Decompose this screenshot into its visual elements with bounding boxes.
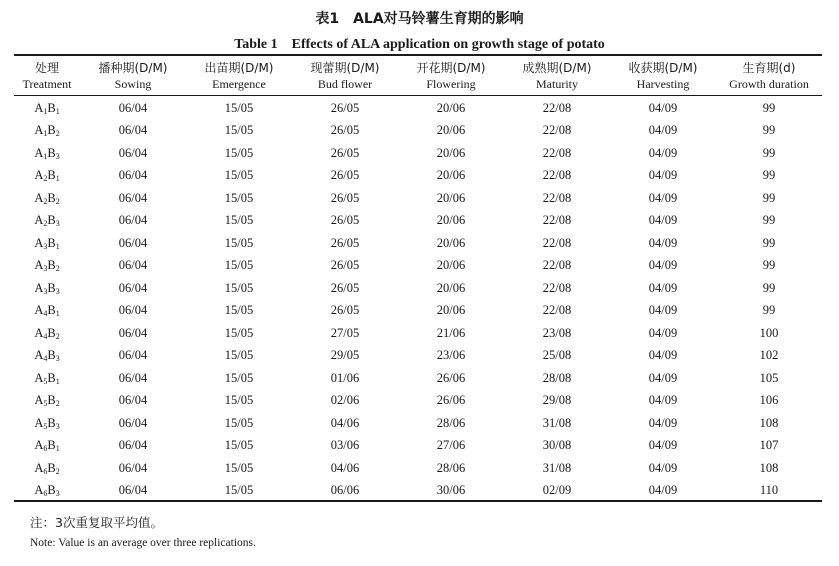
flowering-cell: 20/06	[436, 213, 466, 228]
maturity-cell: 22/08	[542, 235, 572, 250]
treatment-cell: $A_6B_3$	[34, 483, 60, 499]
harvesting-cell: 04/09	[648, 258, 678, 273]
sowing-cell: 06/04	[118, 280, 148, 295]
emergence-cell: 15/05	[224, 123, 254, 138]
flowering-cell: 20/06	[436, 235, 466, 250]
flowering-cell: 30/06	[436, 483, 466, 498]
sowing-cell: 06/04	[118, 168, 148, 183]
bud-cell: 26/05	[330, 123, 360, 138]
treatment-cell: $A_4B_3$	[34, 348, 60, 364]
table-row	[14, 165, 822, 188]
column-header-en: Growth duration	[729, 77, 809, 91]
harvesting-cell: 04/09	[648, 303, 678, 318]
duration-cell: 102	[759, 348, 779, 363]
bud-cell: 04/06	[330, 415, 360, 430]
treatment-b-level: 2	[55, 129, 60, 139]
duration-cell: 99	[762, 145, 776, 160]
flowering-cell: 26/06	[436, 393, 466, 408]
sowing-cell: 06/04	[118, 100, 148, 115]
treatment-b-level: 1	[55, 309, 60, 319]
column-header	[398, 57, 504, 95]
flowering-cell: 20/06	[436, 280, 466, 295]
treatment-a-level: 5	[43, 421, 48, 431]
harvesting-cell: 04/09	[648, 100, 678, 115]
duration-cell: 99	[762, 258, 776, 273]
treatment-cell: $A_1B_2$	[34, 123, 60, 139]
treatment-a-level: 6	[43, 489, 48, 499]
table-row	[14, 322, 822, 345]
table-title-en: Table 1 Effects of ALA application on growth stage of potato	[234, 37, 605, 52]
sowing-cell: 06/04	[118, 303, 148, 318]
harvesting-cell: 04/09	[648, 415, 678, 430]
maturity-cell: 22/08	[542, 213, 572, 228]
emergence-cell: 15/05	[224, 280, 254, 295]
treatment-cell: $A_2B_1$	[34, 168, 60, 184]
footnote-cn: 注：3次重复取平均值。	[30, 515, 163, 530]
treatment-cell: $A_3B_3$	[34, 280, 60, 296]
flowering-cell: 28/06	[436, 460, 466, 475]
treatment-cell: $A_1B_3$	[34, 145, 60, 161]
table-body	[14, 95, 822, 502]
column-header-cn: 现蕾期(D/M)	[310, 61, 380, 75]
harvesting-cell: 04/09	[648, 370, 678, 385]
emergence-cell: 15/05	[224, 168, 254, 183]
column-header-en: Maturity	[536, 77, 578, 91]
bud-cell: 01/06	[330, 370, 360, 385]
column-header	[610, 57, 716, 95]
maturity-cell: 22/08	[542, 303, 572, 318]
duration-cell: 110	[759, 483, 779, 498]
table-row	[14, 210, 822, 233]
table-row	[14, 120, 822, 143]
duration-cell: 99	[762, 100, 776, 115]
harvesting-cell: 04/09	[648, 190, 678, 205]
duration-cell: 105	[759, 370, 779, 385]
bud-cell: 26/05	[330, 190, 360, 205]
column-header-cn: 开花期(D/M)	[416, 61, 486, 75]
column-header	[14, 57, 80, 95]
column-header-cn: 成熟期(D/M)	[522, 61, 592, 75]
flowering-cell: 20/06	[436, 303, 466, 318]
maturity-cell: 22/08	[542, 168, 572, 183]
flowering-cell: 21/06	[436, 325, 466, 340]
column-header-en: Sowing	[114, 77, 152, 91]
column-header-en: Treatment	[22, 77, 72, 91]
harvesting-cell: 04/09	[648, 393, 678, 408]
emergence-cell: 15/05	[224, 483, 254, 498]
treatment-a-level: 6	[43, 466, 48, 476]
duration-cell: 99	[762, 280, 776, 295]
flowering-cell: 20/06	[436, 100, 466, 115]
sowing-cell: 06/04	[118, 460, 148, 475]
column-header	[186, 57, 292, 95]
maturity-cell: 30/08	[542, 438, 572, 453]
bud-cell: 26/05	[330, 168, 360, 183]
emergence-cell: 15/05	[224, 235, 254, 250]
emergence-cell: 15/05	[224, 303, 254, 318]
maturity-cell: 23/08	[542, 325, 572, 340]
treatment-b-level: 2	[55, 331, 60, 341]
column-header-en: Harvesting	[636, 77, 690, 91]
treatment-a-level: 2	[43, 219, 48, 229]
emergence-cell: 15/05	[224, 438, 254, 453]
treatment-cell: $A_5B_3$	[34, 415, 60, 431]
flowering-cell: 26/06	[436, 370, 466, 385]
treatment-cell: $A_6B_1$	[34, 438, 60, 454]
flowering-cell: 28/06	[436, 415, 466, 430]
table-row	[14, 480, 822, 503]
table-row	[14, 390, 822, 413]
flowering-cell: 23/06	[436, 348, 466, 363]
bud-cell: 26/05	[330, 100, 360, 115]
emergence-cell: 15/05	[224, 370, 254, 385]
treatment-cell: $A_3B_2$	[34, 258, 60, 274]
maturity-cell: 25/08	[542, 348, 572, 363]
column-header-cn: 收获期(D/M)	[628, 61, 698, 75]
treatment-b-level: 3	[55, 219, 60, 229]
top-rule	[14, 54, 822, 56]
treatment-a-level: 2	[43, 174, 48, 184]
maturity-cell: 22/08	[542, 100, 572, 115]
treatment-cell: $A_1B_1$	[34, 100, 60, 116]
emergence-cell: 15/05	[224, 415, 254, 430]
sowing-cell: 06/04	[118, 258, 148, 273]
bud-cell: 26/05	[330, 280, 360, 295]
treatment-a-level: 1	[43, 129, 48, 139]
table-row	[14, 232, 822, 255]
treatment-a-level: 1	[43, 151, 48, 161]
bud-cell: 26/05	[330, 303, 360, 318]
column-header	[716, 57, 822, 95]
treatment-a-level: 4	[43, 331, 48, 341]
duration-cell: 108	[759, 460, 779, 475]
sowing-cell: 06/04	[118, 213, 148, 228]
bud-cell: 04/06	[330, 460, 360, 475]
harvesting-cell: 04/09	[648, 213, 678, 228]
harvesting-cell: 04/09	[648, 235, 678, 250]
growth-stage-table	[14, 57, 822, 502]
treatment-b-level: 1	[55, 241, 60, 251]
table-row	[14, 142, 822, 165]
treatment-a-level: 5	[43, 376, 48, 386]
duration-cell: 99	[762, 235, 776, 250]
sowing-cell: 06/04	[118, 190, 148, 205]
emergence-cell: 15/05	[224, 348, 254, 363]
sowing-cell: 06/04	[118, 370, 148, 385]
flowering-cell: 20/06	[436, 123, 466, 138]
treatment-cell: $A_5B_2$	[34, 393, 60, 409]
harvesting-cell: 04/09	[648, 438, 678, 453]
sowing-cell: 06/04	[118, 348, 148, 363]
treatment-b-level: 2	[55, 399, 60, 409]
emergence-cell: 15/05	[224, 145, 254, 160]
bud-cell: 02/06	[330, 393, 360, 408]
sowing-cell: 06/04	[118, 325, 148, 340]
harvesting-cell: 04/09	[648, 460, 678, 475]
column-header-cn: 处理	[34, 61, 59, 75]
treatment-a-level: 3	[43, 241, 48, 251]
sowing-cell: 06/04	[118, 145, 148, 160]
column-header-en: Bud flower	[317, 77, 373, 91]
duration-cell: 99	[762, 123, 776, 138]
sowing-cell: 06/04	[118, 123, 148, 138]
duration-cell: 107	[759, 438, 779, 453]
maturity-cell: 02/09	[542, 483, 572, 498]
bud-cell: 26/05	[330, 258, 360, 273]
treatment-cell: $A_4B_2$	[34, 325, 60, 341]
treatment-b-level: 1	[55, 376, 60, 386]
treatment-b-level: 1	[55, 106, 60, 116]
harvesting-cell: 04/09	[648, 123, 678, 138]
column-header	[80, 57, 186, 95]
emergence-cell: 15/05	[224, 213, 254, 228]
column-header-cn: 出苗期(D/M)	[204, 61, 274, 75]
column-header-cn: 生育期(d)	[742, 61, 796, 75]
maturity-cell: 22/08	[542, 123, 572, 138]
table-row	[14, 345, 822, 368]
bud-cell: 06/06	[330, 483, 360, 498]
column-header	[292, 57, 398, 95]
duration-cell: 108	[759, 415, 779, 430]
duration-cell: 100	[759, 325, 779, 340]
table-row	[14, 277, 822, 300]
treatment-b-level: 3	[55, 421, 60, 431]
treatment-cell: $A_2B_2$	[34, 190, 60, 206]
maturity-cell: 31/08	[542, 460, 572, 475]
sowing-cell: 06/04	[118, 438, 148, 453]
maturity-cell: 22/08	[542, 190, 572, 205]
emergence-cell: 15/05	[224, 393, 254, 408]
maturity-cell: 29/08	[542, 393, 572, 408]
sowing-cell: 06/04	[118, 393, 148, 408]
column-header	[504, 57, 610, 95]
table-row	[14, 95, 822, 120]
emergence-cell: 15/05	[224, 190, 254, 205]
treatment-b-level: 3	[55, 151, 60, 161]
treatment-a-level: 6	[43, 444, 48, 454]
header-row	[14, 57, 822, 95]
flowering-cell: 20/06	[436, 145, 466, 160]
table-title-cn: 表1 ALA对马铃薯生育期的影响	[315, 11, 524, 27]
treatment-b-level: 3	[55, 354, 60, 364]
harvesting-cell: 04/09	[648, 325, 678, 340]
table-header	[14, 57, 822, 95]
maturity-cell: 22/08	[542, 258, 572, 273]
treatment-b-level: 1	[55, 444, 60, 454]
duration-cell: 106	[759, 393, 779, 408]
harvesting-cell: 04/09	[648, 483, 678, 498]
treatment-cell: $A_2B_3$	[34, 213, 60, 229]
duration-cell: 99	[762, 303, 776, 318]
treatment-b-level: 2	[55, 196, 60, 206]
emergence-cell: 15/05	[224, 100, 254, 115]
duration-cell: 99	[762, 190, 776, 205]
flowering-cell: 27/06	[436, 438, 466, 453]
harvesting-cell: 04/09	[648, 168, 678, 183]
table-row	[14, 412, 822, 435]
treatment-a-level: 2	[43, 196, 48, 206]
treatment-b-level: 2	[55, 466, 60, 476]
treatment-b-level: 1	[55, 174, 60, 184]
maturity-cell: 22/08	[542, 280, 572, 295]
sowing-cell: 06/04	[118, 235, 148, 250]
harvesting-cell: 04/09	[648, 145, 678, 160]
column-header-en: Flowering	[426, 77, 476, 91]
harvesting-cell: 04/09	[648, 348, 678, 363]
treatment-b-level: 2	[55, 264, 60, 274]
bud-cell: 29/05	[330, 348, 360, 363]
treatment-cell: $A_4B_1$	[34, 303, 60, 319]
table-row	[14, 255, 822, 278]
bud-cell: 26/05	[330, 213, 360, 228]
emergence-cell: 15/05	[224, 258, 254, 273]
sowing-cell: 06/04	[118, 483, 148, 498]
treatment-a-level: 3	[43, 264, 48, 274]
footnote-en: Note: Value is an average over three replications.	[30, 537, 256, 549]
duration-cell: 99	[762, 168, 776, 183]
harvesting-cell: 04/09	[648, 280, 678, 295]
treatment-b-level: 3	[55, 489, 60, 499]
treatment-cell: $A_5B_1$	[34, 370, 60, 386]
treatment-b-level: 3	[55, 286, 60, 296]
table-row	[14, 435, 822, 458]
maturity-cell: 31/08	[542, 415, 572, 430]
treatment-a-level: 4	[43, 354, 48, 364]
column-header-cn: 播种期(D/M)	[98, 61, 168, 75]
sowing-cell: 06/04	[118, 415, 148, 430]
bud-cell: 26/05	[330, 235, 360, 250]
flowering-cell: 20/06	[436, 258, 466, 273]
maturity-cell: 28/08	[542, 370, 572, 385]
table-row	[14, 300, 822, 323]
treatment-cell: $A_3B_1$	[34, 235, 60, 251]
emergence-cell: 15/05	[224, 325, 254, 340]
flowering-cell: 20/06	[436, 190, 466, 205]
bud-cell: 27/05	[330, 325, 360, 340]
treatment-cell: $A_6B_2$	[34, 460, 60, 476]
emergence-cell: 15/05	[224, 460, 254, 475]
bud-cell: 03/06	[330, 438, 360, 453]
flowering-cell: 20/06	[436, 168, 466, 183]
treatment-a-level: 5	[43, 399, 48, 409]
bud-cell: 26/05	[330, 145, 360, 160]
column-header-en: Emergence	[212, 77, 266, 91]
treatment-a-level: 4	[43, 309, 48, 319]
treatment-a-level: 3	[43, 286, 48, 296]
table-row	[14, 367, 822, 390]
table-row	[14, 457, 822, 480]
table-row	[14, 187, 822, 210]
duration-cell: 99	[762, 213, 776, 228]
maturity-cell: 22/08	[542, 145, 572, 160]
treatment-a-level: 1	[43, 106, 48, 116]
